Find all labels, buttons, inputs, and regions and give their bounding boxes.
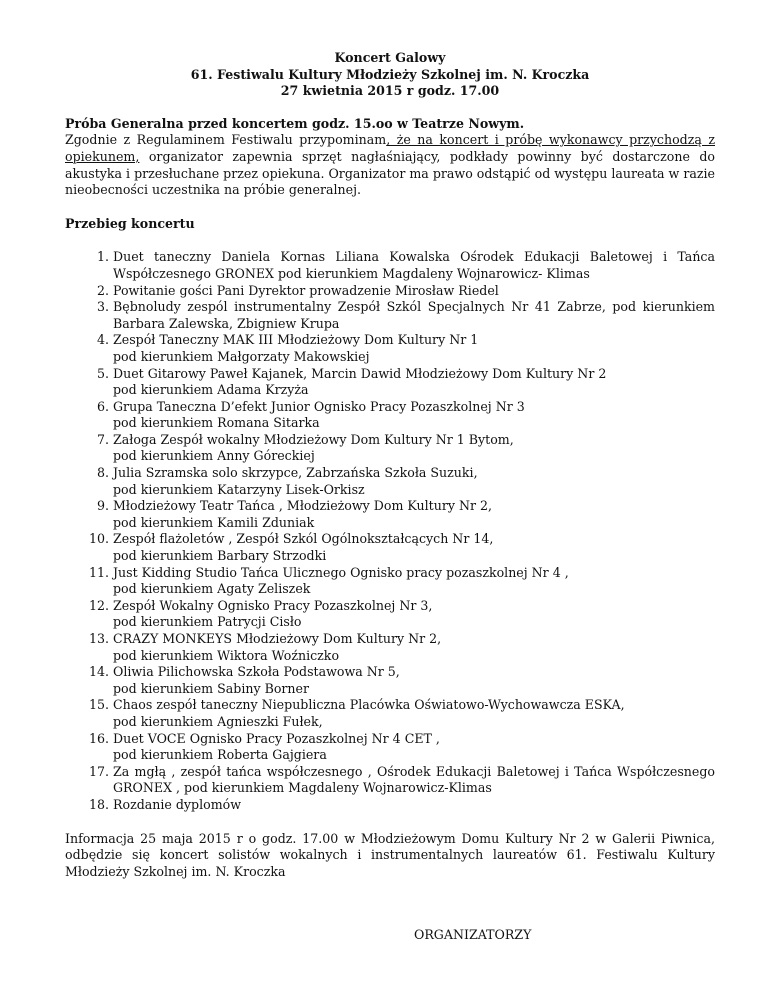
list-item-subtext: pod kierunkiem Anny Góreckiej: [113, 448, 315, 464]
list-item: [113, 631, 715, 664]
rehearsal-text-underlined: , że na koncert i próbę wykonawcy przychodzą z opiekunem,: [65, 132, 715, 164]
list-item-text: Chaos zespół taneczny Niepubliczna Placówka Oświatowo-Wychowawcza ESKA,: [113, 697, 625, 713]
rehearsal-section: [65, 116, 715, 199]
list-item-text: Za mgłą , zespół tańca współczesnego , Ośrodek Edukacji Baletowej i Tańca Współczesnego GRONEX , pod kierunkiem Magdaleny Wojnarowicz-Klimas: [113, 763, 715, 796]
list-item-subtext: pod kierunkiem Małgorzaty Makowskiej: [113, 348, 370, 364]
list-item-subtext: pod kierunkiem Barbary Strzodki: [113, 548, 327, 564]
list-item-text: Powitanie gości Pani Dyrektor prowadzenie Mirosław Riedel: [113, 282, 499, 298]
program-list: [65, 249, 715, 813]
list-item: [113, 797, 715, 814]
list-item-text: Zespół Wokalny Ognisko Pracy Pozaszkolnej Nr 3,: [113, 597, 433, 613]
list-item: [113, 399, 715, 432]
list-item-text: Bębnoludy zespól instrumentalny Zespół Szkól Specjalnych Nr 41 Zabrze, pod kierunkiem Barbara Zalewska, Zbigniew Krupa: [113, 299, 715, 331]
list-item: [113, 432, 715, 465]
list-item-text: Rozdanie dyplomów: [113, 796, 242, 812]
list-item: [113, 498, 715, 531]
list-item: [113, 249, 715, 282]
list-item-subtext: pod kierunkiem Agaty Zeliszek: [113, 581, 311, 597]
list-item-text: Duet taneczny Daniela Kornas Liliana Kowalska Ośrodek Edukacji Baletowej i Tańca Współczesnego GRONEX pod kierunkiem Magdaleny Wojnarowicz- Klimas: [113, 249, 715, 281]
list-item-text: Zespół flażoletów , Zespół Szkól Ogólnokształcących Nr 14,: [113, 531, 494, 547]
list-item: [113, 565, 715, 598]
list-item-subtext: pod kierunkiem Romana Sitarka: [113, 415, 320, 431]
list-item-subtext: pod kierunkiem Agnieszki Fułek,: [113, 713, 323, 729]
list-item: [113, 465, 715, 498]
program-heading: Przebieg koncertu: [65, 215, 195, 231]
list-item-text: Grupa Taneczna D’efekt Junior Ognisko Pracy Pozaszkolnej Nr 3: [113, 398, 525, 414]
list-item-text: Just Kidding Studio Tańca Ulicznego Ognisko pracy pozaszkolnej Nr 4 ,: [113, 564, 569, 580]
document-title: [65, 50, 715, 100]
list-item: [113, 332, 715, 365]
list-item: [113, 299, 715, 332]
list-item: [113, 366, 715, 399]
list-item-text: Duet Gitarowy Paweł Kajanek, Marcin Dawid Młodzieżowy Dom Kultury Nr 2: [113, 365, 607, 381]
list-item-subtext: pod kierunkiem Patrycji Cisło: [113, 614, 302, 630]
title-line-concert: Koncert Galowy: [334, 50, 446, 65]
list-item-subtext: pod kierunkiem Sabiny Borner: [113, 680, 310, 696]
title-line-date: 27 kwietnia 2015 r godz. 17.00: [280, 83, 500, 99]
list-item: [113, 598, 715, 631]
list-item-text: Oliwia Pilichowska Szkoła Podstawowa Nr 5,: [113, 664, 400, 680]
rehearsal-text-end: organizator zapewnia sprzęt nagłaśniający, podkłady powinny być dostarczone do akustyka i przesłuchane przez opiekuna. Organizator ma prawo odstąpić od występu laureata w razie nieobecności uczestnika na próbie generalnej.: [65, 148, 715, 198]
list-item: [113, 764, 715, 797]
list-item: [113, 283, 715, 300]
list-item-text: Julia Szramska solo skrzypce, Zabrzańska Szkoła Suzuki,: [113, 465, 478, 481]
list-item-text: Zespół Taneczny MAK III Młodzieżowy Dom Kultury Nr 1: [113, 332, 479, 348]
list-item-text: Duet VOCE Ognisko Pracy Pozaszkolnej Nr 4 CET ,: [113, 730, 440, 746]
list-item-subtext: pod kierunkiem Kamili Zduniak: [113, 514, 315, 530]
list-item-subtext: pod kierunkiem Adama Krzyża: [113, 382, 309, 398]
list-item: [113, 664, 715, 697]
rehearsal-text-start: Zgodnie z Regulaminem Festiwalu przypominam: [65, 132, 387, 148]
list-item-text: CRAZY MONKEYS Młodzieżowy Dom Kultury Nr 2,: [113, 631, 442, 646]
list-item-text: Załoga Zespół wokalny Młodzieżowy Dom Kultury Nr 1 Bytom,: [113, 431, 514, 447]
rehearsal-text: [65, 132, 715, 198]
list-item-subtext: pod kierunkiem Katarzyny Lisek-Orkisz: [113, 481, 365, 497]
list-item: [113, 531, 715, 564]
title-line-festival: 61. Festiwalu Kultury Młodzieży Szkolnej im. N. Kroczka: [190, 66, 590, 82]
rehearsal-title: Próba Generalna przed koncertem godz. 15.oo w Teatrze Nowym.: [65, 115, 525, 131]
list-item-subtext: pod kierunkiem Roberta Gajgiera: [113, 747, 327, 763]
list-item: [113, 697, 715, 730]
signature: ORGANIZATORZY: [414, 927, 532, 943]
list-item-subtext: pod kierunkiem Wiktora Woźniczko: [113, 647, 340, 663]
info-paragraph: Informacja 25 maja 2015 r o godz. 17.00 w Młodzieżowym Domu Kultury Nr 2 w Galerii Piwnica, odbędzie się koncert solistów wokalnych i instrumentalnych laureatów 61. Festiwalu Kultury Młodzieży Szkolnej im. N. Kroczka: [65, 830, 715, 879]
list-item-text: Młodzieżowy Teatr Tańca , Młodzieżowy Dom Kultury Nr 2,: [113, 498, 493, 514]
list-item: [113, 731, 715, 764]
document-page: [65, 50, 715, 944]
